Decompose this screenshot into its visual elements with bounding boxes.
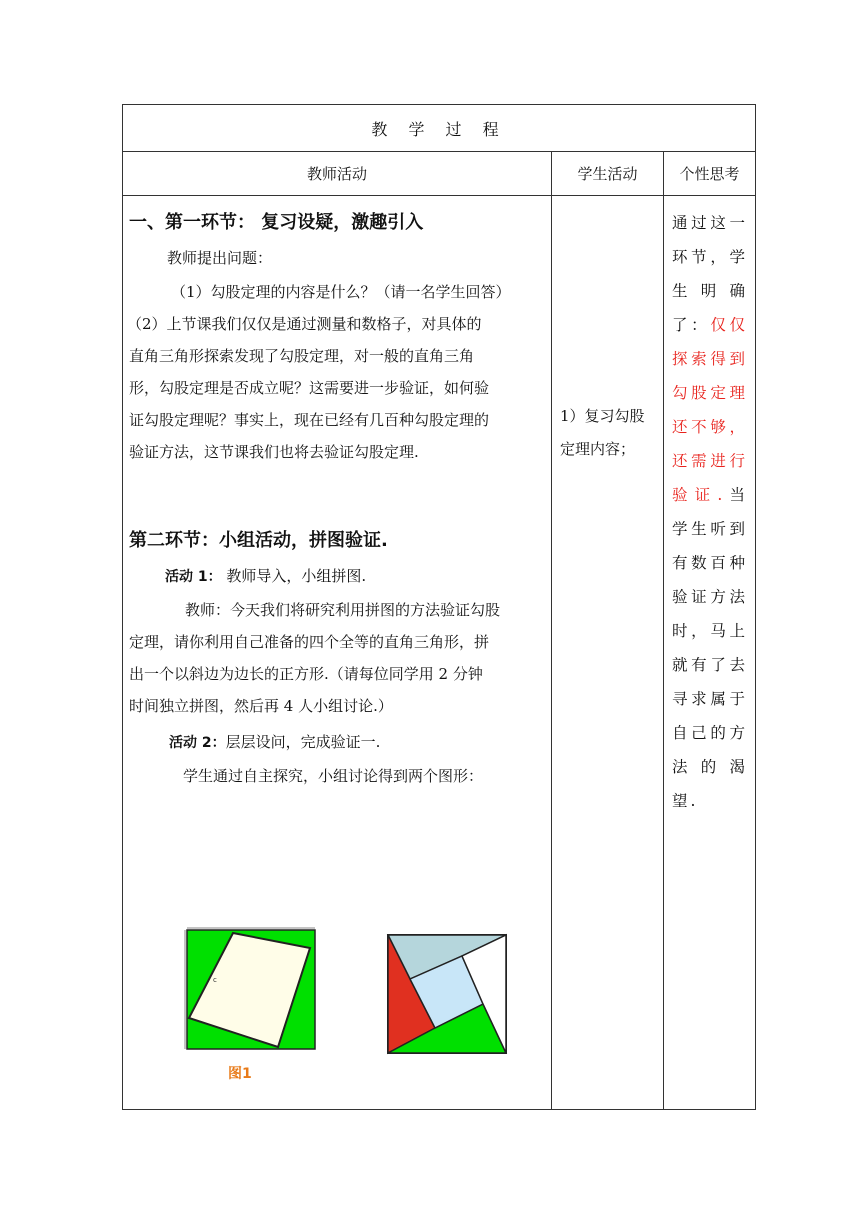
question-2-line2: 直角三角形探索发现了勾股定理，对一般的直角三角 xyxy=(129,347,475,365)
teacher-speech-line2: 定理，请你利用自己准备的四个全等的直角三角形，拼 xyxy=(129,633,490,651)
thinking-part2-highlight: 仅仅探索得到勾股定理还不够，还需进行验证. xyxy=(672,316,748,504)
lesson-table xyxy=(122,104,756,1110)
table-title: 教 学 过 程 xyxy=(123,105,756,152)
teacher-question-intro: 教师提出问题： xyxy=(167,249,273,267)
student-discussion-line: 学生通过自主探究，小组讨论得到两个图形： xyxy=(183,767,484,785)
activity1-line xyxy=(165,566,366,587)
section1-heading: 一、第一环节： 复习设疑，激趣引入 xyxy=(129,212,424,233)
col-header-teacher: 教师活动 xyxy=(123,152,552,196)
figure1-label: 图1 xyxy=(228,1066,252,1082)
teacher-speech-line4: 时间独立拼图，然后再 4 人小组讨论.） xyxy=(129,697,393,715)
question-2-line1: （2）上节课我们仅仅是通过测量和数格子，对具体的 xyxy=(127,315,482,333)
personal-thinking-cell xyxy=(664,196,756,1110)
teacher-speech-line3: 出一个以斜边为边长的正方形.（请每位同学用 2 分钟 xyxy=(129,665,483,683)
question-2-line4: 证勾股定理呢？事实上，现在已经有几百种勾股定理的 xyxy=(129,411,490,429)
question-1: （1）勾股定理的内容是什么？（请一名学生回答） xyxy=(171,283,511,301)
section2-heading: 第二环节：小组活动，拼图验证. xyxy=(129,530,388,551)
thinking-part1: 通过这一环节，学生明确了： xyxy=(672,214,748,334)
figure1-side-c: c xyxy=(213,976,217,984)
col-header-student: 学生活动 xyxy=(552,152,664,196)
activity1-text: 教师导入，小组拼图. xyxy=(221,567,367,585)
teacher-speech-line1: 教师：今天我们将研究利用拼图的方法验证勾股 xyxy=(185,601,501,619)
thinking-part3: 当学生听到有数百种验证方法时，马上就有了去寻求属于自己的方法的渴望. xyxy=(672,486,748,810)
teacher-activity-cell xyxy=(123,196,552,1110)
student-activity-line1: 1）复习勾股 xyxy=(560,407,645,425)
figure2-diagram xyxy=(385,931,515,1059)
col-header-think: 个性思考 xyxy=(664,152,756,196)
activity2-text: 层层设问，完成验证一. xyxy=(225,733,381,751)
activity2-label: 活动 2： xyxy=(169,735,226,751)
question-2-line5: 验证方法，这节课我们也将去验证勾股定理. xyxy=(129,443,419,461)
student-activity-line2: 定理内容； xyxy=(560,440,636,458)
question-2-line3: 形，勾股定理是否成立呢？这需要进一步验证，如何验 xyxy=(129,379,490,397)
student-activity-cell xyxy=(552,196,664,1110)
personal-thinking-text xyxy=(672,206,748,818)
figure1-diagram xyxy=(169,921,319,1061)
activity2-line xyxy=(169,732,380,753)
activity1-label: 活动 1： xyxy=(165,569,222,585)
